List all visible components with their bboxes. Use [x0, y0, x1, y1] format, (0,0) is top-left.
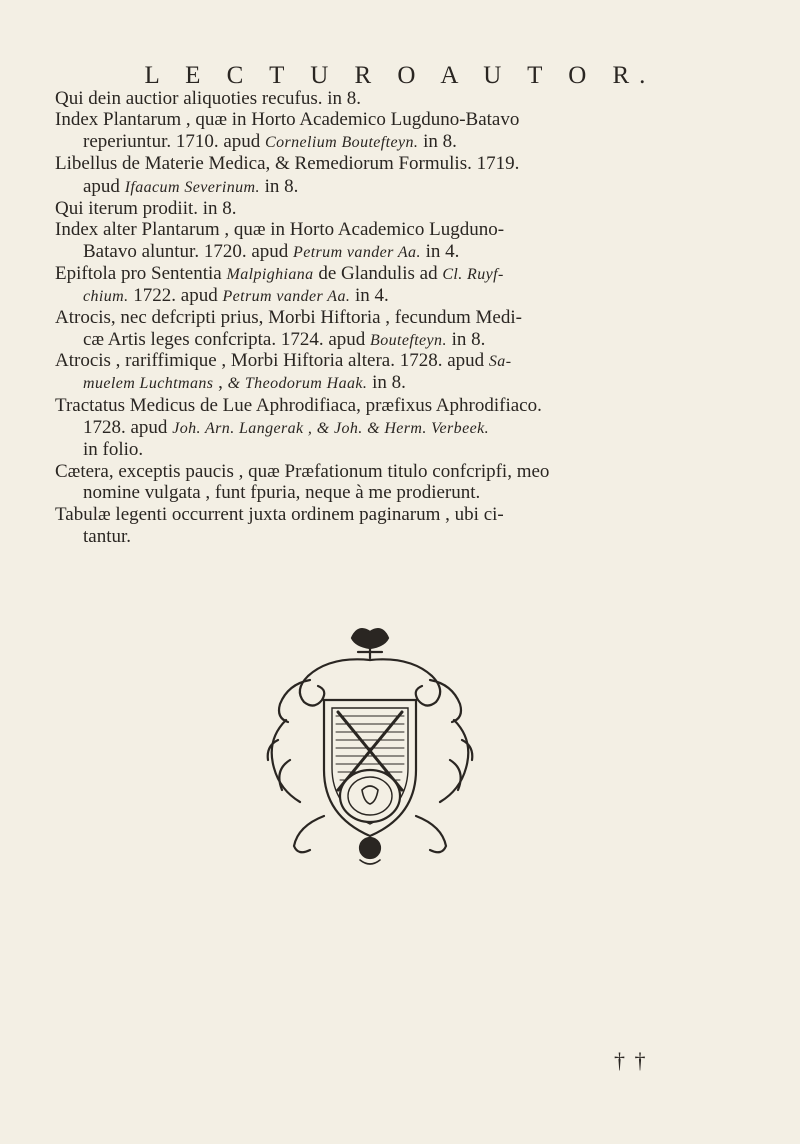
- italic-segment: Ifaacum Severinum.: [124, 179, 260, 196]
- text-segment: Batavo aluntur. 1720. apud: [83, 241, 294, 262]
- italic-segment: chium.: [83, 288, 129, 305]
- text-segment: in 8.: [446, 329, 486, 350]
- text-line: [83, 526, 131, 548]
- text-segment: Atrocis, nec defcripti prius, Morbi Hiftoria , fecundum Medi-: [55, 307, 522, 328]
- text-line: [83, 131, 457, 154]
- text-segment: ,: [213, 372, 228, 393]
- text-segment: Index alter Plantarum , quæ in Horto Academico Lugduno-: [55, 219, 505, 240]
- text-line: [55, 504, 504, 526]
- italic-segment: Joh. Arn. Langerak , & Joh. & Herm. Verbeek.: [172, 420, 489, 437]
- italic-segment: Petrum vander Aa.: [293, 244, 421, 261]
- text-segment: in 4.: [350, 285, 389, 306]
- text-line: [83, 417, 489, 440]
- text-segment: in 4.: [420, 241, 460, 262]
- text-segment: apud: [83, 176, 125, 197]
- text-segment: 1722. apud: [128, 285, 223, 306]
- text-line: [55, 350, 511, 373]
- page-heading: L E C T U R O A U T O R.: [144, 62, 656, 89]
- italic-segment: Sa-: [488, 353, 512, 370]
- text-segment: 1728. apud: [83, 417, 173, 438]
- text-segment: Index Plantarum , quæ in Horto Academico Lugduno-Batavo: [55, 109, 520, 130]
- signature-mark: † †: [614, 1048, 648, 1073]
- text-segment: cæ Artis leges confcripta. 1724. apud: [83, 329, 371, 350]
- text-segment: Libellus de Materie Medica, & Remediorum Formulis. 1719.: [55, 153, 520, 174]
- italic-segment: Petrum vander Aa.: [222, 288, 351, 305]
- italic-segment: Malpighiana: [226, 266, 314, 283]
- text-line: [83, 482, 480, 504]
- text-line: [55, 153, 519, 175]
- text-segment: Qui iterum prodiit. in 8.: [55, 198, 237, 219]
- text-segment: Qui dein auctior aliquoties recufus. in 8.: [55, 88, 362, 109]
- text-segment: de Glandulis ad: [313, 263, 443, 284]
- text-segment: Epiftola pro Sententia: [55, 263, 227, 284]
- text-segment: Atrocis , rariffimique , Morbi Hiftoria altera. 1728. apud: [55, 350, 489, 371]
- text-segment: in 8.: [259, 176, 299, 197]
- text-segment: Tractatus Medicus de Lue Aphrodifiaca, præfixus Aphrodifiaco.: [55, 395, 542, 416]
- italic-segment: Cl. Ruyf-: [442, 266, 504, 283]
- text-line: [55, 461, 549, 483]
- text-line: [55, 395, 542, 417]
- text-segment: Cætera, exceptis paucis , quæ Præfationum titulo confcripfi, meo: [55, 461, 550, 482]
- text-line: [55, 109, 519, 131]
- text-segment: tantur.: [83, 526, 132, 547]
- text-segment: in 8.: [418, 131, 457, 152]
- text-line: [83, 176, 298, 199]
- vignette-ornament-icon: [220, 620, 520, 868]
- text-line: [83, 329, 485, 352]
- text-segment: in folio.: [83, 439, 144, 460]
- text-segment: Tabulæ legenti occurrent juxta ordinem paginarum , ubi ci-: [55, 504, 504, 525]
- text-line: [55, 219, 504, 241]
- text-line: [83, 372, 406, 395]
- text-line: [55, 263, 504, 286]
- text-segment: reperiuntur. 1710. apud: [83, 131, 266, 152]
- text-line: [83, 241, 459, 264]
- italic-segment: Cornelium Boutefteyn.: [265, 134, 419, 151]
- italic-segment: Boutefteyn.: [370, 332, 447, 349]
- text-segment: nomine vulgata , funt fpuria, neque à me prodierunt.: [83, 482, 481, 503]
- text-segment: in 8.: [367, 372, 406, 393]
- italic-segment: & Theodorum Haak.: [227, 375, 368, 392]
- text-line: [83, 285, 389, 308]
- text-line: [83, 439, 143, 461]
- text-line: [55, 307, 522, 329]
- text-line: [55, 88, 361, 110]
- text-line: [55, 198, 237, 220]
- italic-segment: muelem Luchtmans: [83, 375, 214, 392]
